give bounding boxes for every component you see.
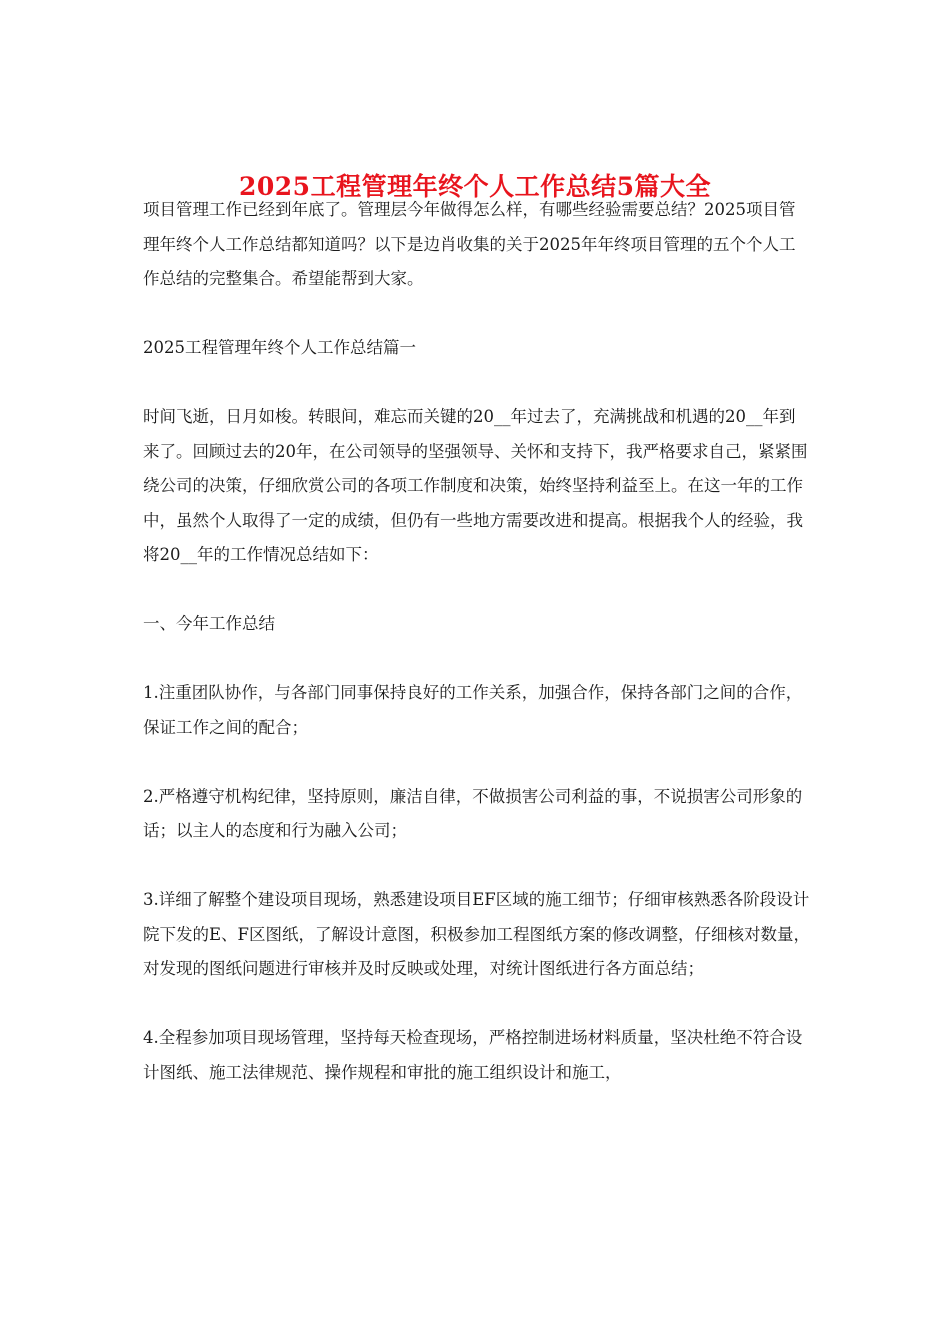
paragraph-gap	[143, 642, 811, 677]
list-item: 1.注重团队协作，与各部门同事保持良好的工作关系，加强合作，保持各部门之间的合作，保证工作之间的配合；	[143, 683, 803, 737]
document-body	[143, 193, 811, 1090]
document-title: 2025工程管理年终个人工作总结5篇大全	[239, 171, 711, 201]
subsection-heading: 一、今年工作总结	[143, 614, 275, 633]
paragraph-gap	[143, 987, 811, 1022]
body-paragraph: 时间飞逝，日月如梭。转眼间，难忘而关键的20__年过去了，充满挑战和机遇的20__年到来了。回顾过去的20年，在公司领导的坚强领导、关怀和支持下，我严格要求自己，紧紧围绕公司的决策，仔细欣赏公司的各项工作制度和决策，始终坚持利益至上。在这一年的工作中，虽然个人取得了一定的成绩，但仍有一些地方需要改进和提高。根据我个人的经验，我将20__年的工作情况总结如下：	[143, 407, 808, 564]
paragraph-gap	[143, 745, 811, 780]
list-item: 4.全程参加项目现场管理，坚持每天检查现场，严格控制进场材料质量，坚决杜绝不符合设计图纸、施工法律规范、操作规程和审批的施工组织设计和施工，	[143, 1028, 803, 1082]
list-item: 3.详细了解整个建设项目现场，熟悉建设项目EF区域的施工细节；仔细审核熟悉各阶段设计院下发的E、F区图纸，了解设计意图，积极参加工程图纸方案的修改调整，仔细核对数量，对发现的图纸问题进行审核并及时反映或处理，对统计图纸进行各方面总结；	[143, 890, 810, 978]
paragraph-gap	[143, 366, 811, 401]
list-item: 2.严格遵守机构纪律，坚持原则，廉洁自律，不做损害公司利益的事，不说损害公司形象的话；以主人的态度和行为融入公司；	[143, 786, 803, 840]
paragraph-gap	[143, 849, 811, 884]
paragraph-gap	[143, 297, 811, 332]
section-heading: 2025工程管理年终个人工作总结篇一	[143, 338, 416, 357]
intro-paragraph: 项目管理工作已经到年底了。管理层今年做得怎么样，有哪些经验需要总结？2025项目管理年终个人工作总结都知道吗？以下是边肖收集的关于2025年年终项目管理的五个个人工作总结的完整集合。希望能帮到大家。	[143, 200, 796, 288]
paragraph-gap	[143, 573, 811, 608]
